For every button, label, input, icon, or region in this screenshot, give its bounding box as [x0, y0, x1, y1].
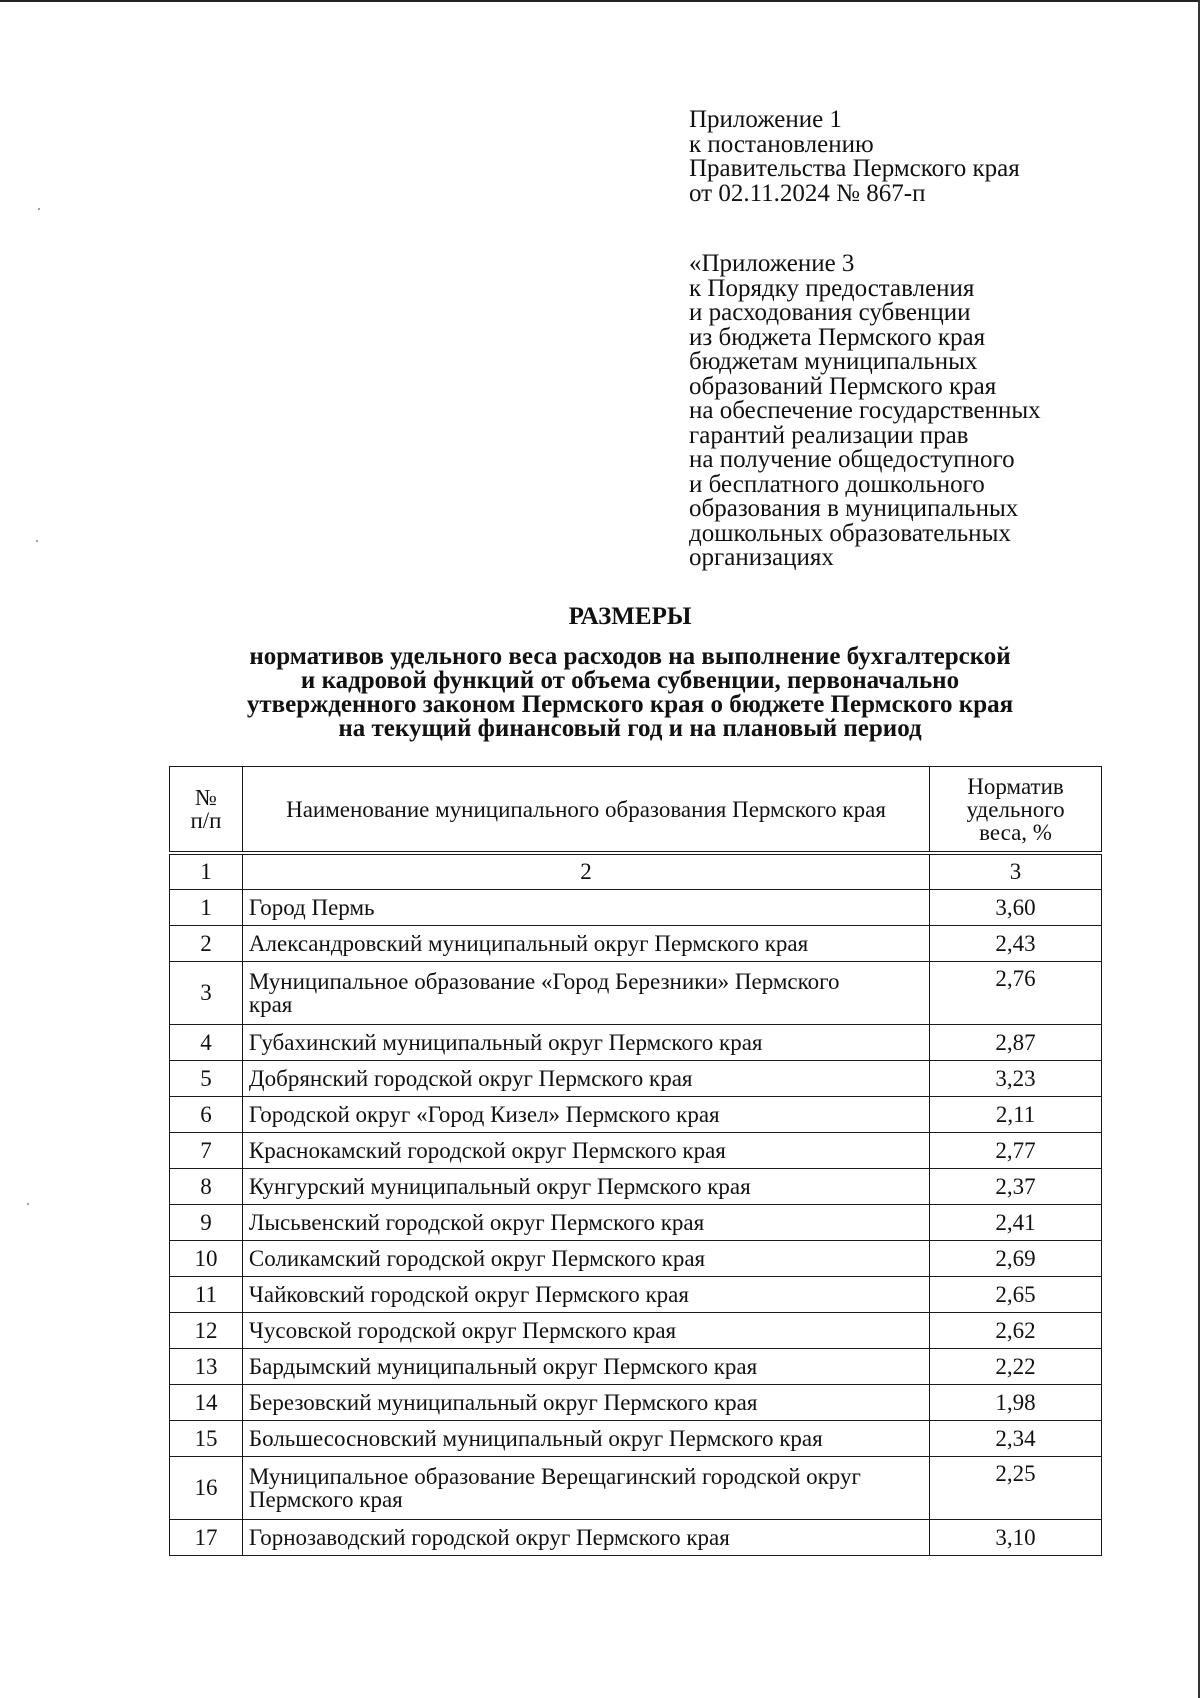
row-name: [242, 1457, 929, 1520]
row-number: 14: [170, 1385, 243, 1421]
row-number: 7: [170, 1133, 243, 1169]
appendix-3-line: на получение общедоступного: [689, 446, 1015, 473]
table-header-row: [170, 767, 1102, 854]
row-name: Соликамский городской округ Пермского края: [242, 1241, 929, 1277]
table-row: [170, 926, 1102, 962]
row-value: 2,87: [930, 1025, 1102, 1061]
row-name: Добрянский городской округ Пермского края: [242, 1061, 929, 1097]
row-name: Город Пермь: [242, 890, 929, 926]
norms-table: [169, 766, 1102, 1556]
row-value: 1,98: [930, 1385, 1102, 1421]
row-name: Чусовской городской округ Пермского края: [242, 1313, 929, 1349]
row-value: 3,23: [930, 1061, 1102, 1097]
table-row: [170, 1241, 1102, 1277]
subtitle-line: на текущий финансовый год и на плановый период: [338, 715, 922, 742]
header-number-line: п/п: [190, 808, 222, 833]
row-name: Лысьвенский городской округ Пермского края: [242, 1205, 929, 1241]
table-row: [170, 1277, 1102, 1313]
appendix-3-line: организациях: [689, 544, 834, 571]
header-value-line: удельного: [966, 796, 1065, 822]
column-number: 2: [242, 853, 929, 890]
appendix-3-line: «Приложение 3: [689, 250, 855, 277]
table-row: [170, 1520, 1102, 1556]
appendix-3-line: и бесплатного дошкольного: [689, 470, 985, 498]
row-number: 6: [170, 1097, 243, 1133]
table-row: [170, 1385, 1102, 1421]
header-value-line: веса, %: [979, 819, 1052, 845]
row-value: 2,41: [930, 1205, 1102, 1241]
table-row: [170, 890, 1102, 926]
row-name: Александровский муниципальный округ Пермского края: [242, 926, 929, 962]
appendix-3-line: на обеспечение государственных: [689, 397, 1041, 424]
appendix-1-line: Приложение 1: [689, 106, 842, 133]
subtitle-line: утвержденного законом Пермского края о бюджете Пермского края: [246, 691, 1014, 718]
row-name-line: Пермского края: [248, 1487, 403, 1512]
row-number: 5: [170, 1061, 243, 1097]
header-name: Наименование муниципального образования Пермского края: [242, 767, 929, 854]
row-value: 3,60: [930, 890, 1102, 926]
row-number: 15: [170, 1421, 243, 1457]
row-number: 9: [170, 1205, 243, 1241]
appendix-3-header: [689, 252, 1041, 571]
row-number: 16: [170, 1457, 243, 1520]
table-row: [170, 1313, 1102, 1349]
table-row: [170, 1133, 1102, 1169]
appendix-3-line: и расходования субвенции: [689, 299, 971, 326]
subtitle-line: и кадровой функций от объема субвенции, первоначально: [300, 667, 960, 694]
header-number-line: №: [194, 785, 217, 810]
appendix-3-line: образования в муниципальных: [689, 495, 1019, 522]
row-number: 17: [170, 1520, 243, 1556]
row-name: Краснокамский городской округ Пермского края: [242, 1133, 929, 1169]
row-value: 2,34: [930, 1421, 1102, 1457]
table-row: [170, 1349, 1102, 1385]
table-row: [170, 1061, 1102, 1097]
table-row: [170, 1421, 1102, 1457]
scan-speck: [27, 1203, 29, 1205]
scan-speck: [36, 540, 38, 542]
row-name: Горнозаводский городской округ Пермского края: [242, 1520, 929, 1556]
row-value: 3,10: [930, 1520, 1102, 1556]
row-number: 8: [170, 1169, 243, 1205]
scan-speck: [38, 208, 40, 210]
row-name-line: края: [248, 992, 293, 1017]
row-name: Бардымский муниципальный округ Пермского края: [242, 1349, 929, 1385]
appendix-1-line: от 02.11.2024 № 867-п: [689, 179, 926, 207]
table-row: [170, 1097, 1102, 1133]
table-row: [170, 1457, 1102, 1520]
row-number: 1: [170, 890, 243, 926]
appendix-3-line: дошкольных образовательных: [689, 519, 1011, 547]
page-top-edge: [0, 0, 1200, 2]
row-value: 2,22: [930, 1349, 1102, 1385]
row-name: [242, 962, 929, 1025]
row-name: Чайковский городской округ Пермского края: [242, 1277, 929, 1313]
table-row: [170, 1205, 1102, 1241]
document-title: РАЗМЕРЫ: [568, 603, 692, 630]
appendix-3-line: бюджетам муниципальных: [689, 348, 978, 375]
row-number: 10: [170, 1241, 243, 1277]
row-value: 2,65: [930, 1277, 1102, 1313]
document-subtitle: [120, 645, 1140, 741]
row-name: Березовский муниципальный округ Пермского края: [242, 1385, 929, 1421]
appendix-1-line: Правительства Пермского края: [689, 155, 1020, 182]
row-name-line: Муниципальное образование «Город Березники» Пермского: [248, 969, 840, 994]
row-name-line: Муниципальное образование Верещагинский городской округ: [248, 1464, 861, 1489]
row-number: 11: [170, 1277, 243, 1313]
row-number: 12: [170, 1313, 243, 1349]
row-value: 2,76: [930, 962, 1102, 1025]
row-value: 2,69: [930, 1241, 1102, 1277]
row-value: 2,25: [930, 1457, 1102, 1520]
appendix-3-line: гарантий реализации прав: [689, 421, 969, 449]
row-name: Кунгурский муниципальный округ Пермского края: [242, 1169, 929, 1205]
header-value-line: Норматив: [967, 773, 1064, 799]
row-number: 4: [170, 1025, 243, 1061]
appendix-3-line: образований Пермского края: [689, 372, 997, 400]
appendix-3-line: из бюджета Пермского края: [689, 323, 986, 351]
appendix-1-header: [689, 108, 1020, 206]
table-row: [170, 962, 1102, 1025]
table-row: [170, 1169, 1102, 1205]
row-name: Городской округ «Город Кизел» Пермского края: [242, 1097, 929, 1133]
row-value: 2,77: [930, 1133, 1102, 1169]
row-value: 2,43: [930, 926, 1102, 962]
column-number: 3: [930, 853, 1102, 890]
row-value: 2,11: [930, 1097, 1102, 1133]
column-number: 1: [170, 853, 243, 890]
header-number: [170, 767, 243, 854]
table-row: [170, 1025, 1102, 1061]
row-value: 2,62: [930, 1313, 1102, 1349]
row-value: 2,37: [930, 1169, 1102, 1205]
row-number: 3: [170, 962, 243, 1025]
appendix-3-line: к Порядку предоставления: [689, 274, 975, 302]
row-number: 13: [170, 1349, 243, 1385]
header-value: [930, 767, 1102, 854]
subtitle-line: нормативов удельного веса расходов на выполнение бухгалтерской: [249, 643, 1011, 670]
row-name: Большесосновский муниципальный округ Пермского края: [242, 1421, 929, 1457]
row-number: 2: [170, 926, 243, 962]
row-name: Губахинский муниципальный округ Пермского края: [242, 1025, 929, 1061]
column-number-row: [170, 853, 1102, 890]
appendix-1-line: к постановлению: [689, 130, 874, 158]
